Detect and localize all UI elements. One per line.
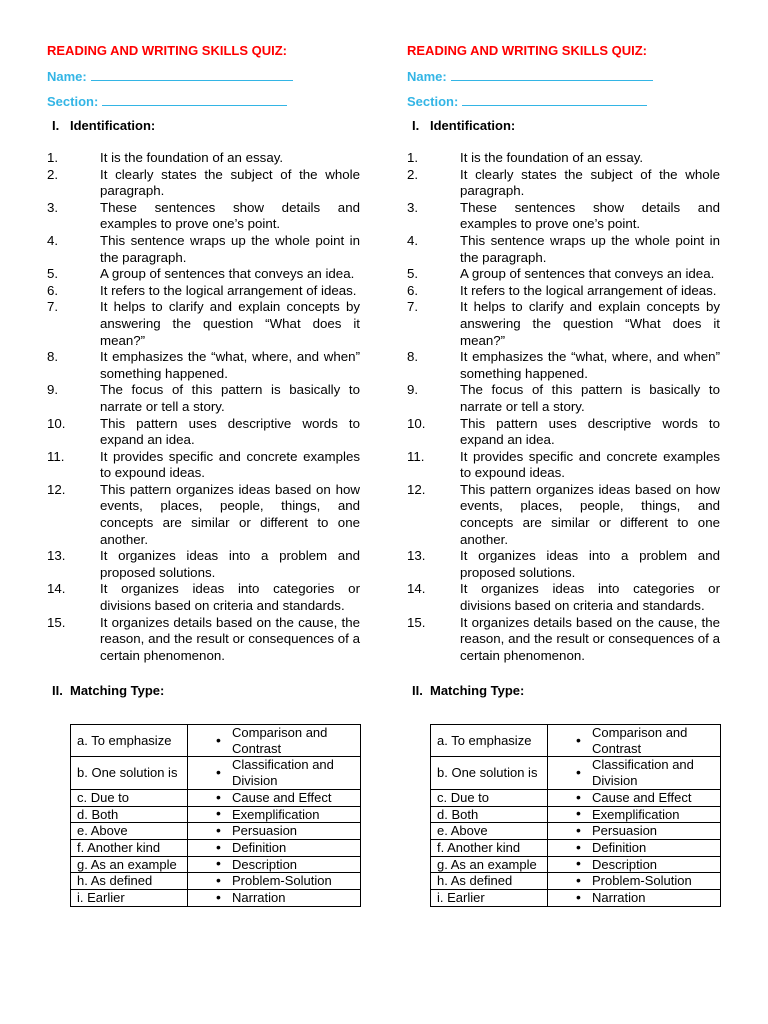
identification-list xyxy=(47,150,360,664)
identification-title: Identification: xyxy=(430,118,516,133)
matching-heading xyxy=(52,683,164,698)
list-item xyxy=(47,200,360,233)
matching-left-cell xyxy=(431,823,548,840)
bullet-icon: • xyxy=(576,889,581,906)
matching-left-cell xyxy=(71,873,188,890)
item-text: It provides specific and concrete examples to expound ideas. xyxy=(100,448,360,481)
name-field xyxy=(47,68,293,84)
item-number: 9. xyxy=(47,382,59,398)
item-text: These sentences show details and examples to prove one’s point. xyxy=(100,199,360,232)
item-number: 6. xyxy=(47,282,59,298)
matching-title: Matching Type: xyxy=(70,683,165,698)
matching-right-cell xyxy=(188,823,361,840)
item-number: 10. xyxy=(47,415,66,431)
item-number: 12. xyxy=(407,481,426,497)
item-number: 12. xyxy=(47,481,66,497)
list-item xyxy=(407,581,720,614)
list-item xyxy=(407,299,720,349)
list-item xyxy=(407,548,720,581)
identification-title: Identification: xyxy=(70,118,156,133)
list-item xyxy=(47,615,360,665)
name-label: Name: xyxy=(47,69,87,84)
item-number: 8. xyxy=(407,349,419,365)
matching-right-cell xyxy=(188,839,361,856)
matching-left-cell xyxy=(71,856,188,873)
matching-left-text: i. Earlier xyxy=(437,890,485,906)
item-number: 5. xyxy=(47,266,59,282)
matching-right-cell xyxy=(188,806,361,823)
item-text: This pattern uses descriptive words to expand an idea. xyxy=(460,415,720,448)
matching-right-text: Definition xyxy=(592,839,647,855)
list-item xyxy=(407,233,720,266)
matching-right-cell xyxy=(548,839,721,856)
name-field xyxy=(407,68,653,84)
list-item xyxy=(47,349,360,382)
matching-title: Matching Type: xyxy=(430,683,525,698)
matching-right-cell xyxy=(548,757,721,789)
matching-left-cell xyxy=(431,856,548,873)
matching-left-cell xyxy=(71,806,188,823)
item-text: It organizes ideas into categories or divisions based on criteria and standards. xyxy=(100,581,360,614)
matching-right-cell xyxy=(548,789,721,806)
matching-right-cell xyxy=(548,823,721,840)
table-row xyxy=(431,873,721,890)
matching-left-text: d. Both xyxy=(77,806,119,822)
matching-right-cell xyxy=(188,873,361,890)
item-text: The focus of this pattern is basically to narrate or tell a story. xyxy=(460,382,720,414)
matching-left-cell xyxy=(71,757,188,789)
bullet-icon: • xyxy=(576,872,581,889)
section-label: Section: xyxy=(47,94,99,109)
item-text: It emphasizes the “what, where, and when” something happened. xyxy=(460,349,720,381)
bullet-icon: • xyxy=(576,822,581,839)
table-row xyxy=(431,823,721,840)
matching-number: II. xyxy=(412,683,423,698)
bullet-icon: • xyxy=(576,731,581,748)
matching-right-text: Description xyxy=(592,856,658,872)
matching-right-text: Narration xyxy=(232,890,286,906)
matching-left-text: g. As an example xyxy=(437,856,537,872)
matching-right-cell xyxy=(548,873,721,890)
list-item xyxy=(47,283,360,300)
matching-table xyxy=(430,724,721,907)
identification-number: I. xyxy=(412,118,420,133)
table-row xyxy=(71,823,361,840)
bullet-icon: • xyxy=(216,889,221,906)
matching-right-text: Persuasion xyxy=(232,823,298,839)
table-row xyxy=(71,890,361,907)
table-row xyxy=(71,839,361,856)
matching-right-text: Classification and Division xyxy=(232,757,334,789)
table-row xyxy=(431,725,721,757)
table-row xyxy=(431,890,721,907)
matching-right-text: Narration xyxy=(592,890,646,906)
list-item xyxy=(47,581,360,614)
list-item xyxy=(47,299,360,349)
matching-right-text: Description xyxy=(232,856,298,872)
quiz-title: READING AND WRITING SKILLS QUIZ: xyxy=(47,43,288,58)
matching-heading xyxy=(412,683,524,698)
matching-left-text: f. Another kind xyxy=(437,839,521,855)
item-text: It clearly states the subject of the whole paragraph. xyxy=(100,166,360,199)
item-text: These sentences show details and examples to prove one’s point. xyxy=(460,199,720,232)
matching-right-cell xyxy=(548,890,721,907)
bullet-icon: • xyxy=(576,855,581,872)
matching-right-cell xyxy=(548,856,721,873)
matching-left-cell xyxy=(431,806,548,823)
item-number: 14. xyxy=(407,581,426,597)
item-number: 8. xyxy=(47,349,59,365)
item-number: 7. xyxy=(407,299,419,315)
matching-left-text: a. To emphasize xyxy=(437,732,532,748)
item-number: 15. xyxy=(407,614,426,630)
matching-left-text: c. Due to xyxy=(77,789,130,805)
matching-right-text: Cause and Effect xyxy=(232,789,332,805)
list-item xyxy=(47,416,360,449)
matching-left-cell xyxy=(431,873,548,890)
matching-left-text: h. As defined xyxy=(77,873,153,889)
matching-right-text: Problem-Solution xyxy=(592,873,692,889)
bullet-icon: • xyxy=(216,764,221,781)
item-text: It clearly states the subject of the whole paragraph. xyxy=(460,166,720,199)
matching-left-cell xyxy=(71,890,188,907)
item-text: It is the foundation of an essay. xyxy=(100,150,284,165)
list-item xyxy=(47,150,360,167)
item-text: This pattern organizes ideas based on how events, places, people, things, and concepts are similar or different to one another. xyxy=(460,481,720,547)
item-number: 2. xyxy=(47,166,59,182)
matching-right-cell xyxy=(188,725,361,757)
table-row xyxy=(431,856,721,873)
matching-right-cell xyxy=(548,725,721,757)
item-text: It organizes ideas into a problem and proposed solutions. xyxy=(100,548,360,580)
matching-right-text: Cause and Effect xyxy=(592,789,692,805)
item-text: It is the foundation of an essay. xyxy=(460,150,644,165)
name-blank-line[interactable] xyxy=(451,68,653,81)
list-item xyxy=(407,482,720,548)
matching-number: II. xyxy=(52,683,63,698)
matching-left-cell xyxy=(431,839,548,856)
bullet-icon: • xyxy=(576,805,581,822)
matching-right-text: Exemplification xyxy=(232,806,320,822)
matching-left-cell xyxy=(431,789,548,806)
item-number: 10. xyxy=(407,415,426,431)
list-item xyxy=(47,382,360,415)
matching-right-text: Comparison and Contrast xyxy=(232,725,328,756)
list-item xyxy=(407,382,720,415)
list-item xyxy=(47,233,360,266)
matching-right-text: Comparison and Contrast xyxy=(592,725,688,756)
item-text: It organizes details based on the cause, the reason, and the result or consequences of a certain phenomenon. xyxy=(460,614,720,663)
section-label: Section: xyxy=(407,94,459,109)
item-number: 6. xyxy=(407,282,419,298)
matching-left-cell xyxy=(431,757,548,789)
matching-right-cell xyxy=(188,757,361,789)
list-item xyxy=(407,449,720,482)
item-number: 4. xyxy=(407,232,419,248)
bullet-icon: • xyxy=(216,788,221,805)
item-text: It helps to clarify and explain concepts by answering the question “What does it mean?” xyxy=(460,299,720,348)
table-row xyxy=(71,806,361,823)
identification-number: I. xyxy=(52,118,60,133)
table-row xyxy=(71,725,361,757)
bullet-icon: • xyxy=(576,764,581,781)
list-item xyxy=(407,416,720,449)
matching-left-cell xyxy=(431,890,548,907)
table-row xyxy=(71,789,361,806)
section-field xyxy=(407,93,647,109)
matching-right-cell xyxy=(188,856,361,873)
bullet-icon: • xyxy=(216,805,221,822)
list-item xyxy=(407,200,720,233)
section-blank-line[interactable] xyxy=(462,93,647,106)
item-number: 7. xyxy=(47,299,59,315)
identification-list xyxy=(407,150,720,664)
matching-left-text: c. Due to xyxy=(437,789,490,805)
matching-left-text: h. As defined xyxy=(437,873,513,889)
matching-left-text: b. One solution is xyxy=(77,765,178,781)
item-number: 2. xyxy=(407,166,419,182)
list-item xyxy=(407,266,720,283)
table-row xyxy=(431,839,721,856)
list-item xyxy=(407,283,720,300)
matching-left-text: f. Another kind xyxy=(77,839,161,855)
item-text: It organizes details based on the cause, the reason, and the result or consequences of a certain phenomenon. xyxy=(100,614,360,663)
matching-right-cell xyxy=(188,890,361,907)
table-row xyxy=(71,873,361,890)
matching-left-cell xyxy=(71,725,188,757)
matching-right-text: Problem-Solution xyxy=(232,873,332,889)
item-text: It provides specific and concrete examples to expound ideas. xyxy=(460,448,720,481)
matching-left-cell xyxy=(71,839,188,856)
table-row xyxy=(71,856,361,873)
table-row xyxy=(431,806,721,823)
item-number: 11. xyxy=(47,448,65,464)
item-number: 5. xyxy=(407,266,419,282)
matching-right-text: Definition xyxy=(232,839,287,855)
matching-left-text: e. Above xyxy=(437,823,488,839)
bullet-icon: • xyxy=(216,872,221,889)
matching-left-text: i. Earlier xyxy=(77,890,125,906)
item-number: 3. xyxy=(47,199,59,215)
matching-left-text: g. As an example xyxy=(77,856,177,872)
item-number: 15. xyxy=(47,614,66,630)
item-text: It refers to the logical arrangement of ideas. xyxy=(100,282,357,298)
item-text: It refers to the logical arrangement of ideas. xyxy=(460,282,717,298)
matching-left-text: e. Above xyxy=(77,823,128,839)
list-item xyxy=(407,615,720,665)
list-item xyxy=(407,167,720,200)
matching-left-cell xyxy=(431,725,548,757)
table-row xyxy=(431,757,721,789)
item-number: 13. xyxy=(407,548,426,564)
bullet-icon: • xyxy=(576,788,581,805)
table-row xyxy=(71,757,361,789)
list-item xyxy=(47,449,360,482)
item-number: 14. xyxy=(47,581,66,597)
matching-left-cell xyxy=(71,789,188,806)
item-text: A group of sentences that conveys an idea. xyxy=(460,266,715,282)
item-number: 4. xyxy=(47,232,59,248)
item-text: This sentence wraps up the whole point in the paragraph. xyxy=(100,232,360,265)
list-item xyxy=(47,266,360,283)
matching-left-text: b. One solution is xyxy=(437,765,538,781)
matching-left-text: a. To emphasize xyxy=(77,732,172,748)
item-number: 1. xyxy=(47,150,59,165)
item-text: A group of sentences that conveys an idea. xyxy=(100,266,355,282)
item-number: 1. xyxy=(407,150,419,165)
section-blank-line[interactable] xyxy=(102,93,287,106)
matching-left-text: d. Both xyxy=(437,806,479,822)
matching-right-cell xyxy=(548,806,721,823)
item-number: 13. xyxy=(47,548,66,564)
list-item xyxy=(407,349,720,382)
item-text: This sentence wraps up the whole point in the paragraph. xyxy=(460,232,720,265)
name-label: Name: xyxy=(407,69,447,84)
matching-right-text: Persuasion xyxy=(592,823,658,839)
item-text: The focus of this pattern is basically to narrate or tell a story. xyxy=(100,382,360,414)
matching-right-cell xyxy=(188,789,361,806)
list-item xyxy=(47,482,360,548)
matching-right-text: Classification and Division xyxy=(592,757,694,789)
item-text: This pattern uses descriptive words to expand an idea. xyxy=(100,415,360,448)
identification-heading xyxy=(412,118,515,133)
item-text: It emphasizes the “what, where, and when” something happened. xyxy=(100,349,360,381)
item-text: It organizes ideas into a problem and proposed solutions. xyxy=(460,548,720,580)
section-field xyxy=(47,93,287,109)
item-text: It organizes ideas into categories or divisions based on criteria and standards. xyxy=(460,581,720,614)
bullet-icon: • xyxy=(216,731,221,748)
item-number: 9. xyxy=(407,382,419,398)
matching-left-cell xyxy=(71,823,188,840)
bullet-icon: • xyxy=(216,838,221,855)
bullet-icon: • xyxy=(576,838,581,855)
list-item xyxy=(47,167,360,200)
list-item xyxy=(407,150,720,167)
list-item xyxy=(47,548,360,581)
bullet-icon: • xyxy=(216,822,221,839)
table-row xyxy=(431,789,721,806)
item-number: 11. xyxy=(407,448,425,464)
quiz-title: READING AND WRITING SKILLS QUIZ: xyxy=(407,43,648,58)
name-blank-line[interactable] xyxy=(91,68,293,81)
matching-table xyxy=(70,724,361,907)
item-text: It helps to clarify and explain concepts by answering the question “What does it mean?” xyxy=(100,299,360,348)
bullet-icon: • xyxy=(216,855,221,872)
matching-right-text: Exemplification xyxy=(592,806,680,822)
identification-heading xyxy=(52,118,155,133)
item-text: This pattern organizes ideas based on how events, places, people, things, and concepts are similar or different to one another. xyxy=(100,481,360,547)
item-number: 3. xyxy=(407,199,419,215)
